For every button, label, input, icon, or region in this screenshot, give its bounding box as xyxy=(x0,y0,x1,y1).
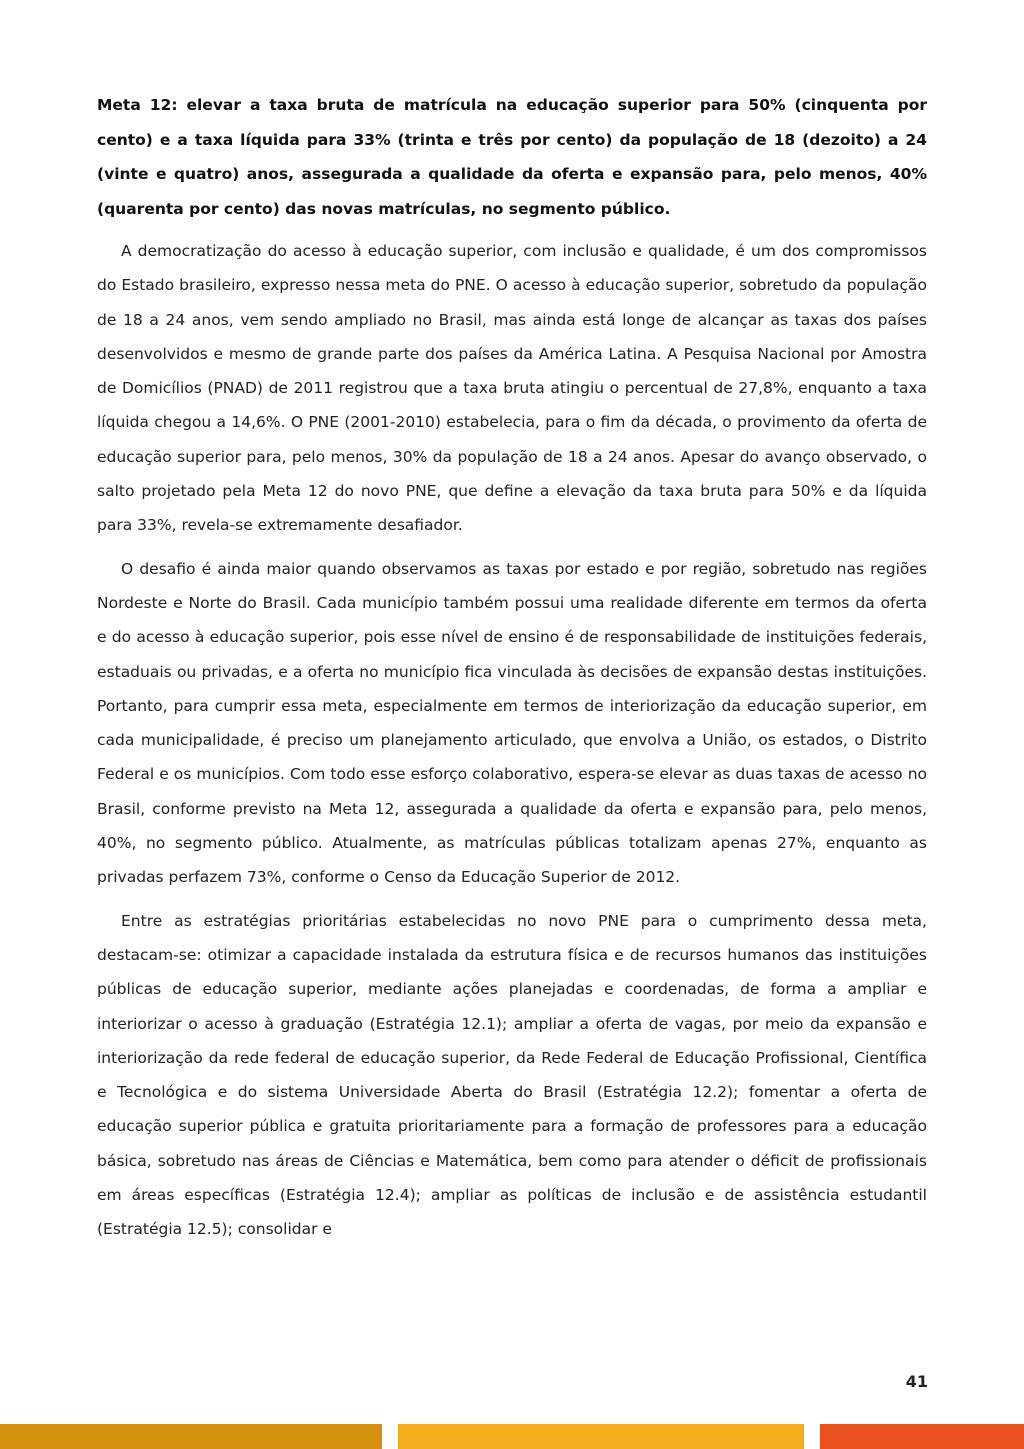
page-number: 41 xyxy=(905,1372,928,1391)
page-content xyxy=(97,88,927,1256)
footer-bar-left xyxy=(0,1424,382,1449)
body-paragraph: O desafio é ainda maior quando observamos as taxas por estado e por região, sobretudo nas regiões Nordeste e Norte do Brasil. Cada município também possui uma realidade diferente em termos da oferta e do acesso à educação superior, pois esse nível de ensino é de responsabilidade de instituições federais, estaduais ou privadas, e a oferta no município fica vinculada às decisões de expansão destas instituições. Portanto, para cumprir essa meta, especialmente em termos de interiorização da educação superior, em cada municipalidade, é preciso um planejamento articulado, que envolva a União, os estados, o Distrito Federal e os municípios. Com todo esse esforço colaborativo, espera-se elevar as duas taxas de acesso no Brasil, conforme previsto na Meta 12, assegurada a qualidade da oferta e expansão para, pelo menos, 40%, no segmento público. Atualmente, as matrículas públicas totalizam apenas 27%, enquanto as privadas perfazem 73%, conforme o Censo da Educação Superior de 2012. xyxy=(97,559,927,887)
footer-bar-right xyxy=(820,1424,1024,1449)
body-paragraph: A democratização do acesso à educação superior, com inclusão e qualidade, é um dos compromissos do Estado brasileiro, expresso nessa meta do PNE. O acesso à educação superior, sobretudo da população de 18 a 24 anos, vem sendo ampliado no Brasil, mas ainda está longe de alcançar as taxas dos países desenvolvidos e mesmo de grande parte dos países da América Latina. A Pesquisa Nacional por Amostra de Domicílios (PNAD) de 2011 registrou que a taxa bruta atingiu o percentual de 27,8%, enquanto a taxa líquida chegou a 14,6%. O PNE (2001-2010) estabelecia, para o fim da década, o provimento da oferta de educação superior para, pelo menos, 30% da população de 18 a 24 anos. Apesar do avanço observado, o salto projetado pela Meta 12 do novo PNE, que define a elevação da taxa bruta para 50% e da líquida para 33%, revela-se extremamente desafiador. xyxy=(97,242,927,535)
footer-bar-middle xyxy=(398,1424,804,1449)
body-paragraph: Entre as estratégias prioritárias estabelecidas no novo PNE para o cumprimento dessa meta, destacam-se: otimizar a capacidade instalada da estrutura física e de recursos humanos das instituições públicas de educação superior, mediante ações planejadas e coordenadas, de forma a ampliar e interiorizar o acesso à graduação (Estratégia 12.1); ampliar a oferta de vagas, por meio da expansão e interiorização da rede federal de educação superior, da Rede Federal de Educação Profissional, Científica e Tecnológica e do sistema Universidade Aberta do Brasil (Estratégia 12.2); fomentar a oferta de educação superior pública e gratuita prioritariamente para a formação de professores para a educação básica, sobretudo nas áreas de Ciências e Matemática, bem como para atender o déficit de profissionais em áreas específicas (Estratégia 12.4); ampliar as políticas de inclusão e de assistência estudantil (Estratégia 12.5); consolidar e xyxy=(97,911,927,1239)
meta-heading: Meta 12: elevar a taxa bruta de matrícula na educação superior para 50% (cinquenta por cento) e a taxa líquida para 33% (trinta e três por cento) da população de 18 (dezoito) a 24 (vinte e quatro) anos, assegurada a qualidade da oferta e expansão para, pelo menos, 40% (quarenta por cento) das novas matrículas, no segmento público. xyxy=(97,96,927,218)
